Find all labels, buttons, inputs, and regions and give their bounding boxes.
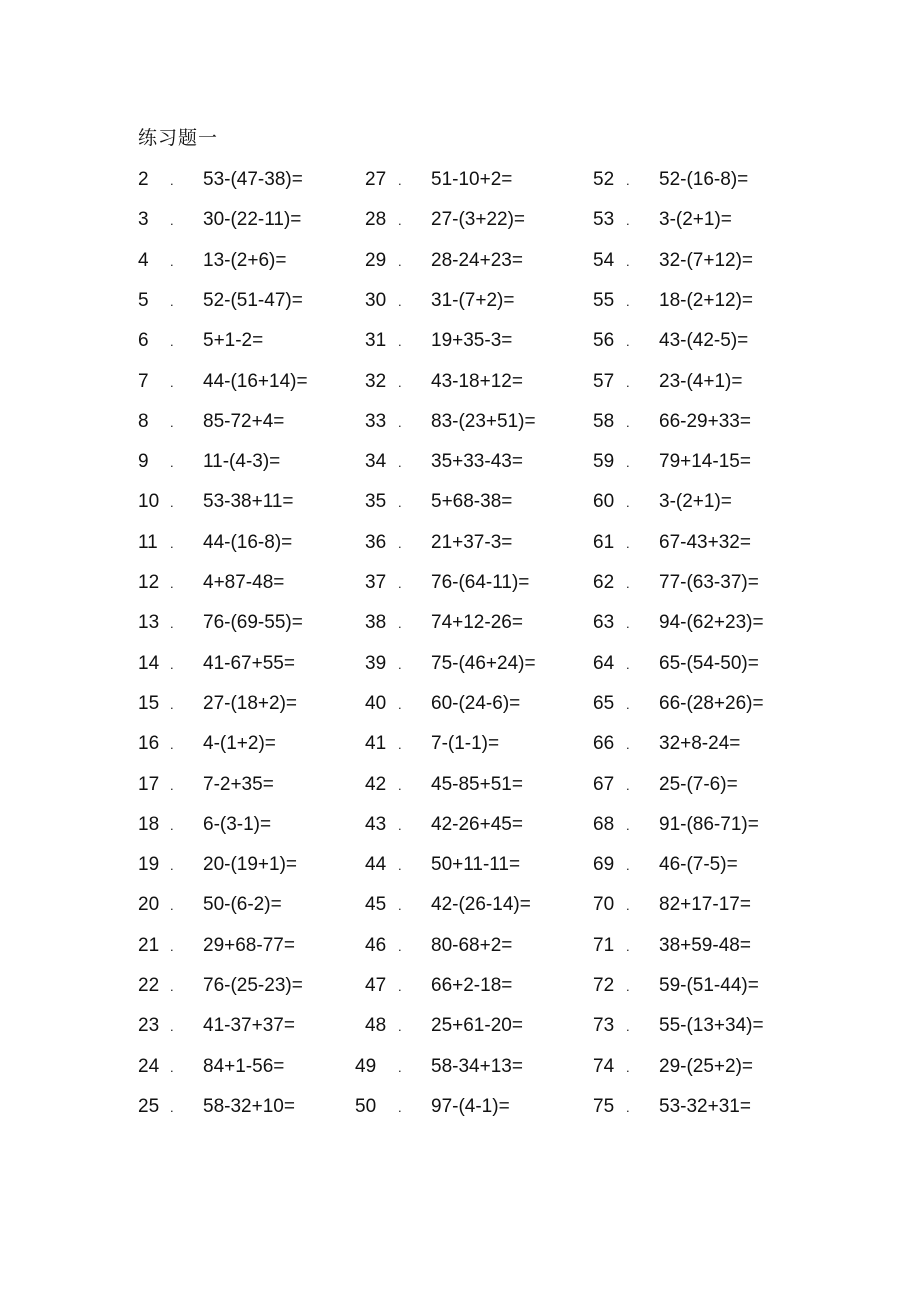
problem-separator: . (626, 213, 630, 229)
problem-separator: . (170, 455, 174, 471)
problem-number: 6 (138, 330, 149, 352)
problem-row (0, 329, 920, 369)
problem-expression: 79+14-15= (659, 451, 751, 473)
problem-row (0, 208, 920, 248)
problem-separator: . (626, 253, 630, 269)
problem-expression: 44-(16+14)= (203, 370, 308, 392)
problem-separator: . (626, 656, 630, 672)
problem-separator: . (398, 656, 402, 672)
problem-separator: . (398, 535, 402, 551)
problem-row (0, 571, 920, 611)
problem-expression: 82+17-17= (659, 894, 751, 916)
problem-number: 42 (365, 773, 387, 795)
problem-row (0, 934, 920, 974)
problem-expression: 58-32+10= (203, 1095, 295, 1117)
problem-expression: 42-26+45= (431, 813, 523, 835)
problem-row (0, 289, 920, 329)
problem-number: 16 (138, 733, 160, 755)
problem-expression: 83-(23+51)= (431, 410, 536, 432)
problem-number: 41 (365, 733, 387, 755)
problem-expression: 94-(62+23)= (659, 612, 764, 634)
problem-separator: . (626, 535, 630, 551)
problem-expression: 7-2+35= (203, 773, 274, 795)
problem-separator: . (398, 455, 402, 471)
problem-separator: . (170, 495, 174, 511)
problem-number: 64 (593, 652, 615, 674)
problem-separator: . (398, 817, 402, 833)
problem-expression: 76-(25-23)= (203, 975, 303, 996)
problem-number: 13 (138, 612, 160, 634)
problem-number: 28 (365, 209, 387, 231)
problem-separator: . (170, 979, 174, 994)
problem-row (0, 974, 920, 1014)
problem-expression: 32-(7+12)= (659, 249, 754, 271)
problem-expression: 30-(22-11)= (203, 209, 302, 231)
problem-separator: . (398, 898, 402, 914)
problem-expression: 46-(7-5)= (659, 854, 738, 876)
problem-row (0, 692, 920, 732)
problem-separator: . (626, 979, 630, 994)
problem-expression: 53-38+11= (203, 491, 294, 513)
problem-number: 19 (138, 854, 160, 876)
problem-separator: . (170, 777, 174, 793)
problem-expression: 7-(1-1)= (431, 733, 500, 755)
problem-separator: . (170, 737, 174, 753)
problem-separator: . (398, 696, 402, 712)
problem-separator: . (626, 293, 630, 309)
problem-separator: . (398, 576, 402, 591)
problem-separator: . (398, 1099, 402, 1115)
problem-separator: . (170, 293, 174, 309)
problem-expression: 28-24+23= (431, 249, 523, 271)
problem-row (0, 611, 920, 651)
problem-number: 60 (593, 491, 615, 513)
problem-expression: 52-(16-8)= (659, 169, 749, 190)
problem-number: 75 (593, 1095, 615, 1117)
problem-number: 58 (593, 410, 615, 432)
problem-expression: 65-(54-50)= (659, 652, 759, 674)
problem-number: 48 (365, 1015, 387, 1037)
problem-row (0, 732, 920, 772)
problem-number: 33 (365, 410, 387, 432)
problem-number: 37 (365, 572, 387, 593)
problem-row (0, 1095, 920, 1135)
problem-separator: . (170, 616, 174, 632)
problem-expression: 85-72+4= (203, 410, 285, 432)
problem-expression: 29+68-77= (203, 934, 295, 956)
problem-number: 15 (138, 692, 160, 714)
problem-number: 52 (593, 169, 615, 190)
problem-number: 73 (593, 1015, 615, 1037)
problem-number: 35 (365, 491, 387, 513)
problem-number: 10 (138, 491, 160, 513)
problem-separator: . (626, 938, 630, 954)
problem-expression: 91-(86-71)= (659, 813, 759, 835)
problem-expression: 80-68+2= (431, 934, 513, 956)
problem-expression: 50+11-11= (431, 854, 521, 876)
problem-separator: . (626, 1099, 630, 1115)
problem-expression: 97-(4-1)= (431, 1095, 510, 1117)
problem-number: 66 (593, 733, 615, 755)
problem-separator: . (398, 414, 402, 430)
problem-separator: . (398, 777, 402, 793)
problem-number: 17 (138, 773, 160, 795)
problem-number: 32 (365, 370, 387, 392)
problem-expression: 27-(18+2)= (203, 692, 298, 714)
problem-separator: . (170, 938, 174, 954)
problem-row (0, 168, 920, 208)
problem-number: 20 (138, 894, 160, 916)
problem-row (0, 1055, 920, 1095)
problem-number: 56 (593, 330, 615, 352)
problem-expression: 25-(7-6)= (659, 773, 738, 795)
problem-expression: 58-34+13= (431, 1055, 523, 1077)
problem-number: 24 (138, 1055, 160, 1077)
problem-separator: . (398, 979, 402, 994)
problem-expression: 42-(26-14)= (431, 894, 531, 916)
problem-separator: . (398, 858, 402, 874)
problem-expression: 44-(16-8)= (203, 531, 293, 553)
problem-number: 55 (593, 289, 615, 311)
problem-number: 36 (365, 531, 387, 553)
problem-row (0, 853, 920, 893)
problem-number: 21 (138, 934, 160, 956)
problem-expression: 84+1-56= (203, 1055, 285, 1077)
problem-number: 30 (365, 289, 387, 311)
problem-expression: 59-(51-44)= (659, 975, 759, 996)
problem-number: 29 (365, 249, 387, 271)
problem-number: 61 (593, 531, 615, 553)
problem-separator: . (626, 898, 630, 914)
problem-expression: 66-(28+26)= (659, 692, 764, 714)
problem-row (0, 773, 920, 813)
problem-separator: . (626, 1019, 630, 1035)
problem-expression: 60-(24-6)= (431, 692, 521, 714)
problem-expression: 11-(4-3)= (203, 451, 281, 473)
problem-separator: . (626, 737, 630, 753)
problem-number: 70 (593, 894, 615, 916)
problem-separator: . (398, 293, 402, 309)
problem-expression: 74+12-26= (431, 612, 523, 634)
problem-separator: . (626, 576, 630, 591)
problem-expression: 4-(1+2)= (203, 733, 276, 755)
problem-number: 40 (365, 692, 387, 714)
problem-expression: 53-32+31= (659, 1095, 751, 1117)
problem-separator: . (398, 495, 402, 511)
problem-number: 4 (138, 249, 149, 271)
problem-expression: 53-(47-38)= (203, 169, 303, 190)
problem-number: 8 (138, 410, 149, 432)
problem-number: 71 (593, 934, 615, 956)
problem-separator: . (398, 374, 402, 390)
problem-number: 54 (593, 249, 615, 271)
problem-number: 57 (593, 370, 615, 392)
problem-separator: . (170, 898, 174, 914)
problem-expression: 18-(2+12)= (659, 289, 754, 311)
problem-expression: 6-(3-1)= (203, 813, 272, 835)
problem-expression: 66+2-18= (431, 975, 513, 996)
problem-separator: . (626, 817, 630, 833)
problem-separator: . (170, 858, 174, 874)
problem-separator: . (626, 414, 630, 430)
problem-expression: 76-(69-55)= (203, 612, 303, 634)
problem-number: 34 (365, 451, 387, 473)
problem-number: 14 (138, 652, 160, 674)
problem-number: 39 (365, 652, 387, 674)
problem-separator: . (170, 576, 174, 591)
problem-expression: 67-43+32= (659, 531, 751, 553)
problem-number: 50 (355, 1095, 377, 1117)
problem-number: 3 (138, 209, 149, 231)
problem-expression: 76-(64-11)= (431, 572, 530, 593)
problem-row (0, 450, 920, 490)
problem-number: 46 (365, 934, 387, 956)
problem-number: 45 (365, 894, 387, 916)
problem-separator: . (398, 253, 402, 269)
problem-separator: . (170, 253, 174, 269)
problem-number: 18 (138, 813, 160, 835)
problem-number: 69 (593, 854, 615, 876)
problem-separator: . (170, 1099, 174, 1115)
problem-expression: 5+68-38= (431, 491, 513, 513)
problem-number: 31 (365, 330, 387, 352)
problem-expression: 20-(19+1)= (203, 854, 298, 876)
problem-expression: 25+61-20= (431, 1015, 523, 1037)
problem-separator: . (626, 696, 630, 712)
problem-row (0, 893, 920, 933)
problem-expression: 41-37+37= (203, 1015, 295, 1037)
problem-expression: 4+87-48= (203, 572, 285, 593)
problem-number: 43 (365, 813, 387, 835)
page-title: 练习题一 (138, 127, 219, 149)
problem-separator: . (626, 858, 630, 874)
problem-separator: . (170, 374, 174, 390)
problem-separator: . (398, 1019, 402, 1035)
problem-expression: 52-(51-47)= (203, 289, 303, 311)
problem-separator: . (170, 414, 174, 430)
problem-expression: 75-(46+24)= (431, 652, 536, 674)
problem-separator: . (398, 737, 402, 753)
problem-separator: . (626, 334, 630, 350)
problem-number: 5 (138, 289, 149, 311)
problem-number: 9 (138, 451, 149, 473)
problem-row (0, 410, 920, 450)
problem-separator: . (626, 495, 630, 511)
problem-expression: 45-85+51= (431, 773, 523, 795)
problem-expression: 50-(6-2)= (203, 894, 282, 916)
problem-separator: . (170, 173, 174, 188)
problem-number: 22 (138, 975, 160, 996)
problem-number: 49 (355, 1055, 377, 1077)
problem-expression: 77-(63-37)= (659, 572, 759, 593)
problem-number: 59 (593, 451, 615, 473)
problem-separator: . (398, 334, 402, 350)
problem-separator: . (170, 213, 174, 229)
problem-expression: 13-(2+6)= (203, 249, 287, 271)
problem-separator: . (170, 1059, 174, 1075)
problem-separator: . (398, 1059, 402, 1075)
problem-number: 67 (593, 773, 615, 795)
problem-expression: 32+8-24= (659, 733, 741, 755)
problem-expression: 19+35-3= (431, 330, 513, 352)
problem-expression: 43-18+12= (431, 370, 523, 392)
problem-row (0, 652, 920, 692)
problem-separator: . (170, 817, 174, 833)
problem-expression: 3-(2+1)= (659, 209, 732, 231)
problem-expression: 55-(13+34)= (659, 1015, 764, 1037)
problem-number: 7 (138, 370, 149, 392)
problem-number: 11 (138, 531, 158, 553)
problem-number: 27 (365, 169, 387, 190)
problem-number: 25 (138, 1095, 160, 1117)
problem-row (0, 249, 920, 289)
problem-number: 12 (138, 572, 160, 593)
problem-expression: 5+1-2= (203, 330, 264, 352)
problem-number: 68 (593, 813, 615, 835)
problem-separator: . (398, 938, 402, 954)
problem-row (0, 1014, 920, 1054)
problem-number: 72 (593, 975, 615, 996)
problem-expression: 51-10+2= (431, 169, 513, 190)
problem-separator: . (626, 777, 630, 793)
problem-expression: 21+37-3= (431, 531, 513, 553)
problem-expression: 43-(42-5)= (659, 330, 749, 352)
problem-separator: . (398, 213, 402, 229)
problem-expression: 66-29+33= (659, 410, 751, 432)
problem-number: 44 (365, 854, 387, 876)
problem-expression: 41-67+55= (203, 652, 295, 674)
problem-separator: . (170, 535, 174, 551)
problem-expression: 38+59-48= (659, 934, 751, 956)
problem-separator: . (170, 696, 174, 712)
problem-separator: . (398, 173, 402, 188)
problem-separator: . (170, 656, 174, 672)
problem-row (0, 813, 920, 853)
problem-separator: . (398, 616, 402, 632)
problem-number: 63 (593, 612, 615, 634)
problem-separator: . (170, 1019, 174, 1035)
problem-separator: . (626, 616, 630, 632)
problem-number: 38 (365, 612, 387, 634)
problem-row (0, 531, 920, 571)
problem-expression: 31-(7+2)= (431, 289, 515, 311)
problem-number: 53 (593, 209, 615, 231)
problem-expression: 23-(4+1)= (659, 370, 743, 392)
problem-expression: 35+33-43= (431, 451, 523, 473)
problem-separator: . (626, 173, 630, 188)
problem-separator: . (170, 334, 174, 350)
problem-expression: 27-(3+22)= (431, 209, 526, 231)
problem-number: 23 (138, 1015, 160, 1037)
problem-expression: 29-(25+2)= (659, 1055, 754, 1077)
problem-number: 74 (593, 1055, 615, 1077)
problem-number: 65 (593, 692, 615, 714)
problem-separator: . (626, 455, 630, 471)
problem-separator: . (626, 1059, 630, 1075)
problem-row (0, 370, 920, 410)
problem-number: 2 (138, 169, 149, 190)
problem-separator: . (626, 374, 630, 390)
problem-expression: 3-(2+1)= (659, 491, 732, 513)
problem-row (0, 490, 920, 530)
problem-number: 47 (365, 975, 387, 996)
problem-number: 62 (593, 572, 615, 593)
